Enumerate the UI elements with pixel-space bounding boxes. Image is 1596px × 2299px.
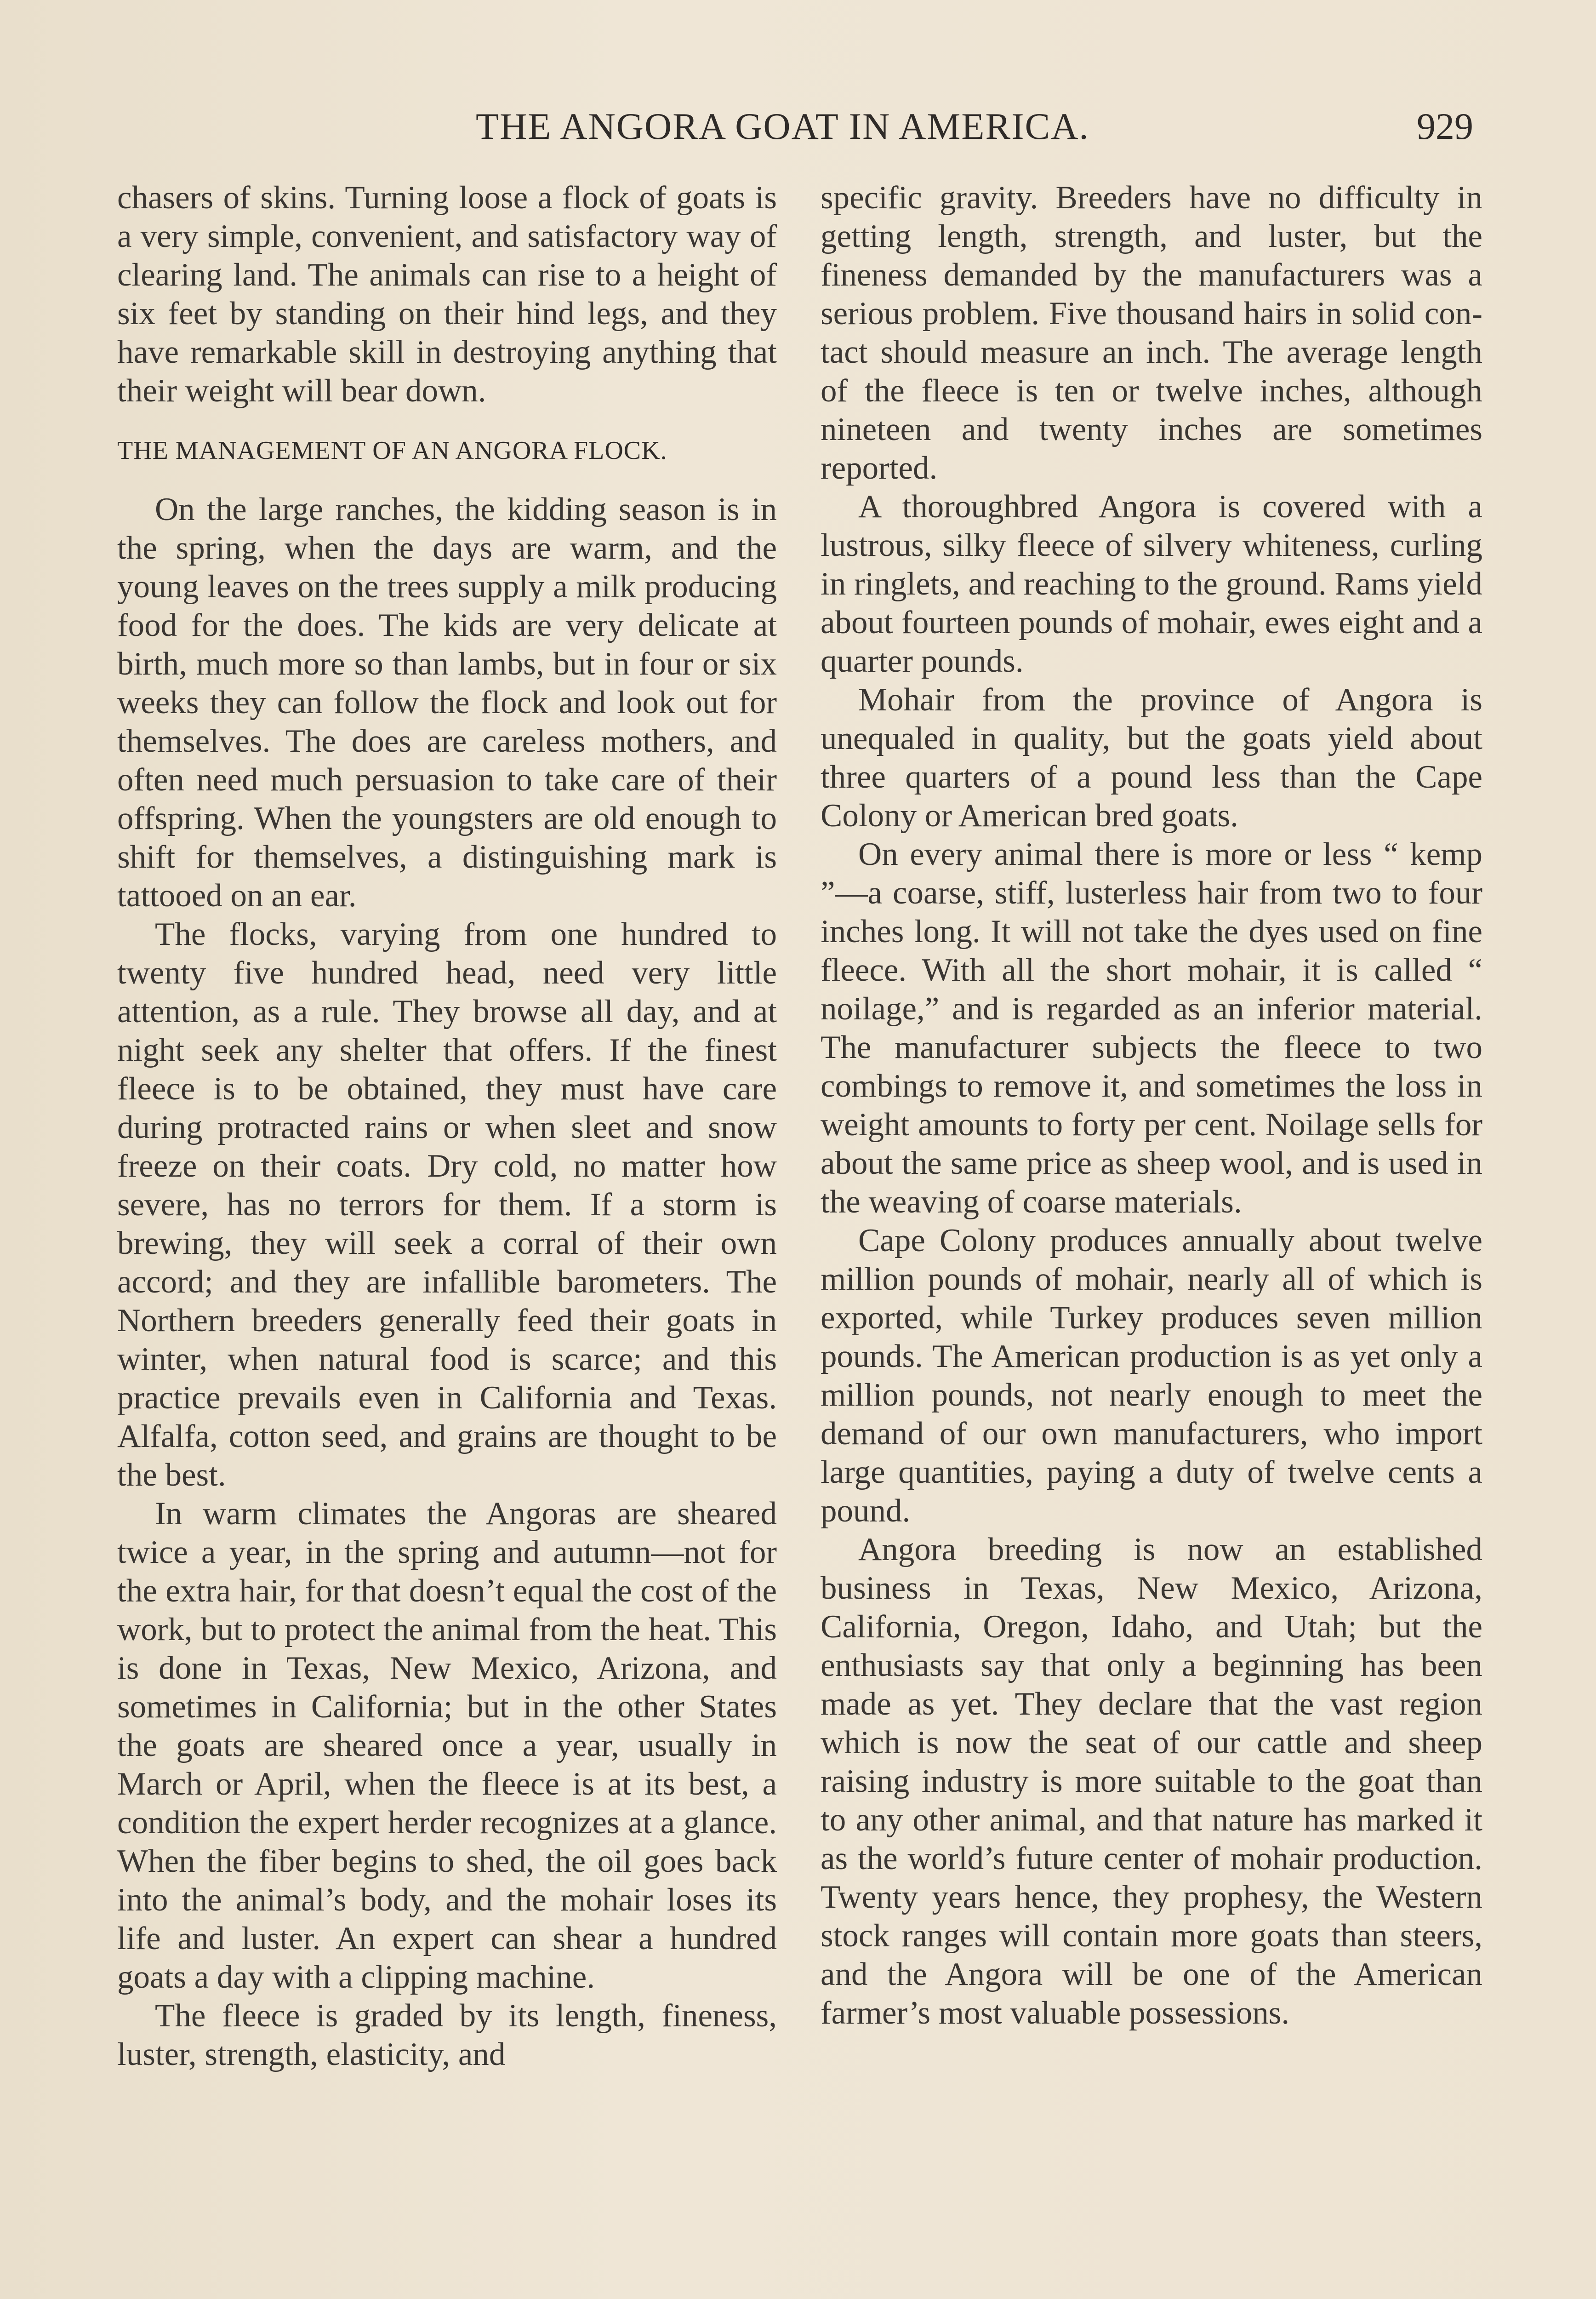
section-heading: THE MANAGEMENT OF AN ANGORA FLOCK. — [117, 436, 667, 465]
paragraph: The fleece is graded by its length, fineness, luster, strength, elasticity, and — [117, 1998, 777, 2072]
right-column — [821, 178, 1482, 2032]
paragraph: The flocks, varying from one hundred to twenty five hundred head, need very little attention, as a rule. They browse all day, and at night seek any shelter that offers. If the finest fleece is to be obtained, they must have care during protracted rains or when sleet and snow freeze on their coats. Dry cold, no matter how severe, has no terrors for them. If a storm is brewing, they will seek a corral of their own accord; and they are infallible barometers. The Northern breeders generally feed their goats in winter, when natural food is scarce; and this practice prevails even in California and Texas. Alfalfa, cotton seed, and grains are thought to be the best. — [117, 916, 777, 1493]
paragraph: Angora breeding is now an established business in Texas, New Mexico, Arizona, California, Oregon, Idaho, and Utah; but the enthusiasts say that only a beginning has been made as yet. They declare that the vast region which is now the seat of our cattle and sheep raising industry is more suitable to the goat than to any other animal, and that nature has marked it as the world’s future center of mohair production. Twenty years hence, they prophesy, the Western stock ranges will contain more goats than steers, and the Angora will be one of the American farmer’s most valuable possessions. — [821, 1532, 1482, 2031]
page-number: 929 — [1417, 105, 1473, 147]
paragraph: In warm climates the Angoras are sheared twice a year, in the spring and autumn—not for the extra hair, for that doesn’t equal the cost of the work, but to protect the animal from the heat. This is done in Texas, New Mexico, Arizona, and sometimes in California; but in the other States the goats are sheared once a year, usually in March or April, when the fleece is at its best, a condition the expert herder recognizes at a glance. When the fiber begins to shed, the oil goes back into the animal’s body, and the mohair loses its life and luster. An expert can shear a hundred goats a day with a clipping machine. — [117, 1496, 777, 1995]
paragraph: On the large ranches, the kidding season is in the spring, when the days are warm, and the young leaves on the trees supply a milk producing food for the does. The kids are very delicate at birth, much more so than lambs, but in four or six weeks they can follow the flock and look out for themselves. The does are careless mothers, and often need much persuasion to take care of their offspring. When the youngsters are old enough to shift for themselves, a distinguishing mark is tattooed on an ear. — [117, 492, 777, 914]
paragraph: chasers of skins. Turning loose a flock of goats is a very simple, convenient, and satisfactory way of clearing land. The animals can rise to a height of six feet by standing on their hind legs, and they have remarkable skill in destroying anything that their weight will bear down. — [117, 180, 777, 409]
running-head: THE ANGORA GOAT IN AMERICA. — [476, 105, 1089, 147]
left-column — [117, 178, 777, 2074]
paragraph: Mohair from the province of Angora is unequaled in quality, but the goats yield about three quarters of a pound less than the Cape Colony or American bred goats. — [821, 682, 1482, 834]
paragraph: specific gravity. Breeders have no difficulty in getting length, strength, and luster, but the fineness demanded by the manufacturers was a serious problem. Five thousand hairs in solid contact should measure an inch. The average length of the fleece is ten or twelve inches, although nineteen and twenty inches are sometimes reported. — [821, 180, 1482, 486]
paragraph: A thoroughbred Angora is covered with a lustrous, silky fleece of silvery whiteness, curling in ringlets, and reaching to the ground. Rams yield about fourteen pounds of mohair, ewes eight and a quarter pounds. — [821, 489, 1482, 679]
paragraph: Cape Colony produces annually about twelve million pounds of mohair, nearly all of which is exported, while Turkey produces seven million pounds. The American production is as yet only a million pounds, not nearly enough to meet the demand of our own manufacturers, who import large quantities, paying a duty of twelve cents a pound. — [821, 1223, 1482, 1529]
paragraph: On every animal there is more or less “ kemp ”—a coarse, stiff, lusterless hair from two to four inches long. It will not take the dyes used on fine fleece. With all the short mohair, it is called “ noilage,” and is regarded as an inferior material. The manufacturer subjects the fleece to two combings to remove it, and sometimes the loss in weight amounts to forty per cent. Noilage sells for about the same price as sheep wool, and is used in the weaving of coarse materials. — [821, 836, 1482, 1220]
